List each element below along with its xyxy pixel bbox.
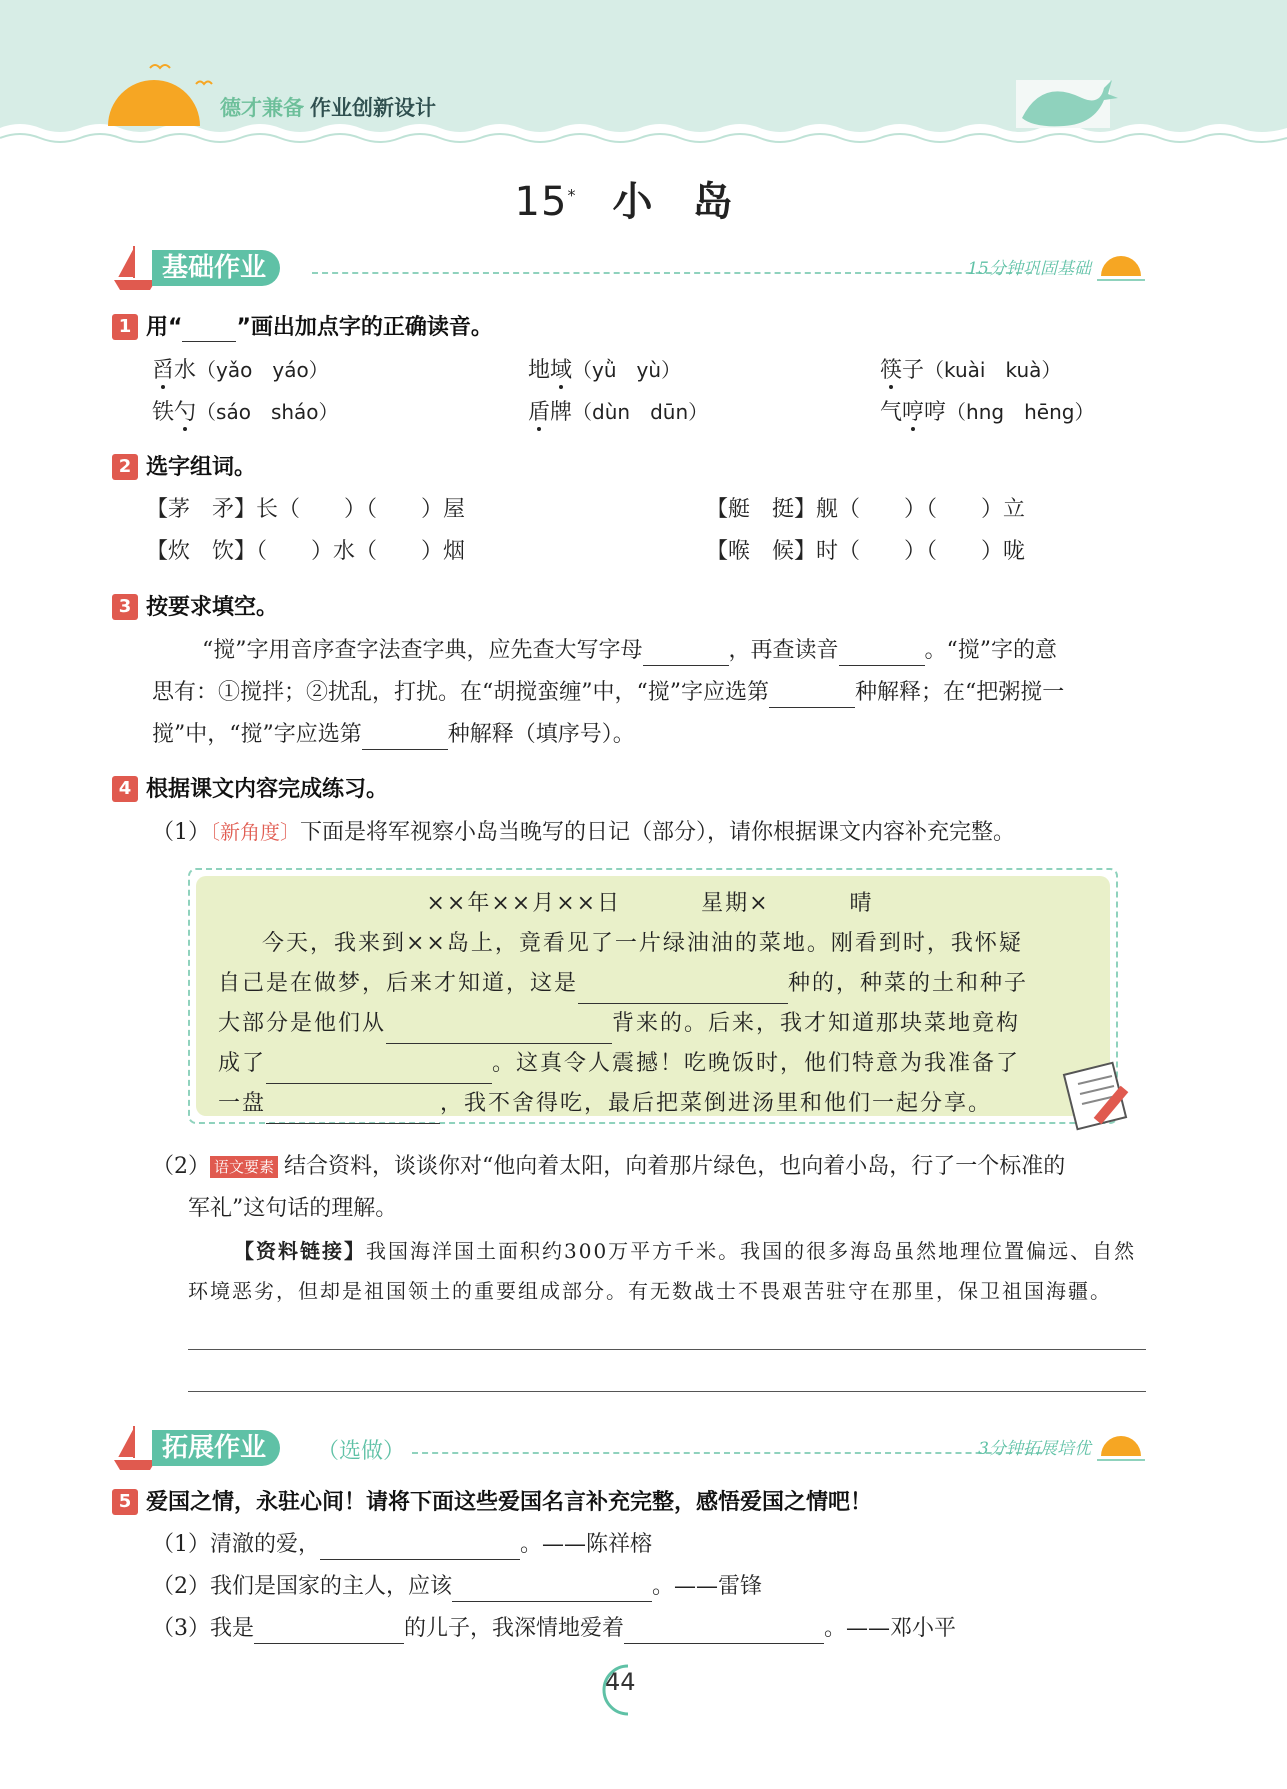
- section-divider: [312, 272, 1032, 274]
- new-angle-tag: 〔新角度〕: [210, 820, 300, 844]
- question-2-title: [112, 454, 256, 482]
- notepad-pencil-icon: [1062, 1054, 1142, 1134]
- q2-row: 【炊 饮】（ ）水（ ）烟: [146, 539, 466, 564]
- q1-item: 盾牌（dùn dūn）: [528, 400, 709, 425]
- sun-icon: [1095, 246, 1147, 286]
- pinyin-options: （yǎo yáo）: [196, 358, 329, 382]
- question-4-title: [112, 776, 388, 804]
- q1-title-a: 用“: [146, 315, 183, 340]
- q4-sub2-line-1: （2） 语文要素 结合资料，谈谈你对“他向着太阳，向着那片绿色，也向着小岛，行了一个标准的: [152, 1154, 1066, 1179]
- diary-line: 成了 。这真令人震撼！吃晚饭时，他们特意为我准备了: [218, 1044, 1082, 1084]
- answer-blank[interactable]: [643, 640, 729, 666]
- section-basic: [112, 240, 1147, 292]
- dotted-char: 域: [550, 358, 573, 383]
- dotted-char: 舀: [152, 358, 175, 383]
- brand-secondary: 作业创新设计: [310, 96, 436, 120]
- lesson-number: 15: [514, 179, 568, 225]
- dotted-char: 哼: [902, 400, 925, 425]
- reference-line-1: 【资料链接】我国海洋国土面积约300万平方千米。我国的很多海岛虽然地理位置偏远、自然: [234, 1239, 1137, 1263]
- q1-item: 筷子（kuài kuà）: [880, 358, 1062, 383]
- answer-blank[interactable]: [254, 1618, 404, 1644]
- pinyin-options: （sáo sháo）: [196, 400, 339, 424]
- q5-item-2: （2）我们是国家的主人，应该 。——雷锋: [152, 1572, 762, 1602]
- q1-item: 气哼哼（hng hēng）: [880, 400, 1095, 425]
- answer-blank[interactable]: [266, 1058, 492, 1084]
- section-basic-label: 基础作业: [152, 250, 280, 286]
- diary-header: ××年××月××日 星期× 晴: [426, 891, 874, 916]
- sun-icon: [108, 80, 200, 126]
- question-3-title: [112, 594, 278, 622]
- section-basic-time: 15分钟巩固基础: [967, 259, 1091, 279]
- brand: [220, 92, 436, 122]
- q1-item: 铁勺（sáo sháo）: [152, 400, 339, 425]
- section-divider: [412, 1452, 1042, 1454]
- diary-box: [188, 868, 1118, 1124]
- whale-icon: [1016, 80, 1118, 128]
- q5-item-1: （1）清澈的爱， 。——陈祥榕: [152, 1530, 652, 1560]
- reference-line-2: 环境恶劣，但却是祖国领土的重要组成部分。有无数战士不畏艰苦驻守在那里，保卫祖国海疆。: [188, 1279, 1112, 1303]
- diary-line: 一盘 ，我不舍得吃，最后把菜倒进汤里和他们一起分享。: [218, 1084, 1082, 1124]
- section-extend: [112, 1420, 1147, 1472]
- q1-item: 地域（yǜ yù）: [528, 358, 682, 383]
- q2-row: 【茅 矛】长（ ）（ ）屋: [146, 497, 466, 522]
- answer-line[interactable]: [188, 1349, 1146, 1350]
- q4-sub1: （1）〔新角度〕下面是将军视察小岛当晚写的日记（部分），请你根据课文内容补充完整。: [152, 820, 1016, 845]
- sun-icon: [1095, 1426, 1147, 1466]
- q2-row: 【艇 挺】舰（ ）（ ）立: [706, 497, 1026, 522]
- q4-sub2-line-2: 军礼”这句话的理解。: [188, 1196, 398, 1221]
- answer-blank[interactable]: [452, 1576, 652, 1602]
- reference-label: 【资料链接】: [234, 1239, 366, 1263]
- section-extend-time: 3分钟拓展培优: [978, 1439, 1091, 1459]
- brand-primary: 德才兼备: [220, 96, 304, 120]
- question-badge: 4: [112, 776, 138, 802]
- lesson-mark: *: [567, 185, 577, 205]
- answer-blank[interactable]: [839, 640, 925, 666]
- q3-line-2: 思有：①搅拌；②扰乱，打扰。在“胡搅蛮缠”中，“搅”字应选第 种解释；在“把粥搅一: [152, 678, 1064, 708]
- pinyin-options: （hng hēng）: [946, 400, 1095, 424]
- question-badge: 5: [112, 1489, 138, 1515]
- element-tag: 语文要素: [210, 1156, 278, 1178]
- q4-title: 根据课文内容完成练习。: [146, 777, 389, 802]
- lesson-title: 小岛: [612, 179, 773, 225]
- q1-title-b: ”画出加点字的正确读音。: [236, 315, 493, 340]
- diary-line: 大部分是他们从 背来的。后来，我才知道那块菜地竟构: [218, 1004, 1082, 1044]
- q1-item: 舀水（yǎo yáo）: [152, 358, 329, 383]
- header-band: [0, 0, 1287, 150]
- q2-title: 选字组词。: [146, 455, 257, 480]
- answer-blank[interactable]: [578, 978, 788, 1004]
- answer-blank[interactable]: [362, 724, 448, 750]
- diary-line: 今天，我来到××岛上，竟看见了一片绿油油的菜地。刚看到时，我怀疑: [262, 931, 1023, 956]
- q2-row: 【喉 候】时（ ）（ ）咙: [706, 539, 1026, 564]
- question-badge: 1: [112, 314, 138, 340]
- question-5-title: [112, 1489, 872, 1517]
- page-title: [0, 170, 1287, 227]
- answer-line[interactable]: [188, 1391, 1146, 1392]
- pinyin-options: （dùn dūn）: [572, 400, 709, 424]
- q3-line-1: “搅”字用音序查字法查字典，应先查大写字母 ，再查读音 。“搅”字的意: [202, 636, 1057, 666]
- pinyin-options: （yǜ yù）: [572, 358, 682, 382]
- answer-blank[interactable]: [769, 682, 855, 708]
- q5-title: 爱国之情，永驻心间！请将下面这些爱国名言补充完整，感悟爱国之情吧！: [146, 1490, 873, 1515]
- section-extend-label: 拓展作业: [152, 1430, 280, 1466]
- answer-blank[interactable]: [266, 1098, 440, 1124]
- answer-blank[interactable]: [386, 1018, 612, 1044]
- q5-item-3: （3）我是 的儿子，我深情地爱着 。——邓小平: [152, 1614, 956, 1644]
- underline-sample: [182, 320, 236, 342]
- q3-line-3: 搅”中，“搅”字应选第 种解释（填序号）。: [152, 720, 635, 750]
- page-number: 44: [605, 1668, 636, 1696]
- answer-blank[interactable]: [320, 1534, 520, 1560]
- dotted-char: 盾: [528, 400, 551, 425]
- section-extend-optional: （选做）: [317, 1439, 406, 1464]
- q3-title: 按要求填空。: [146, 595, 279, 620]
- question-badge: 2: [112, 454, 138, 480]
- diary-line: 自己是在做梦，后来才知道，这是 种的，种菜的土和种子: [218, 964, 1082, 1004]
- dotted-char: 勺: [174, 400, 197, 425]
- dotted-char: 筷: [880, 358, 903, 383]
- answer-blank[interactable]: [624, 1618, 824, 1644]
- question-badge: 3: [112, 594, 138, 620]
- header-decoration: [0, 0, 1287, 150]
- pinyin-options: （kuài kuà）: [924, 358, 1062, 382]
- question-1-title: [112, 314, 493, 342]
